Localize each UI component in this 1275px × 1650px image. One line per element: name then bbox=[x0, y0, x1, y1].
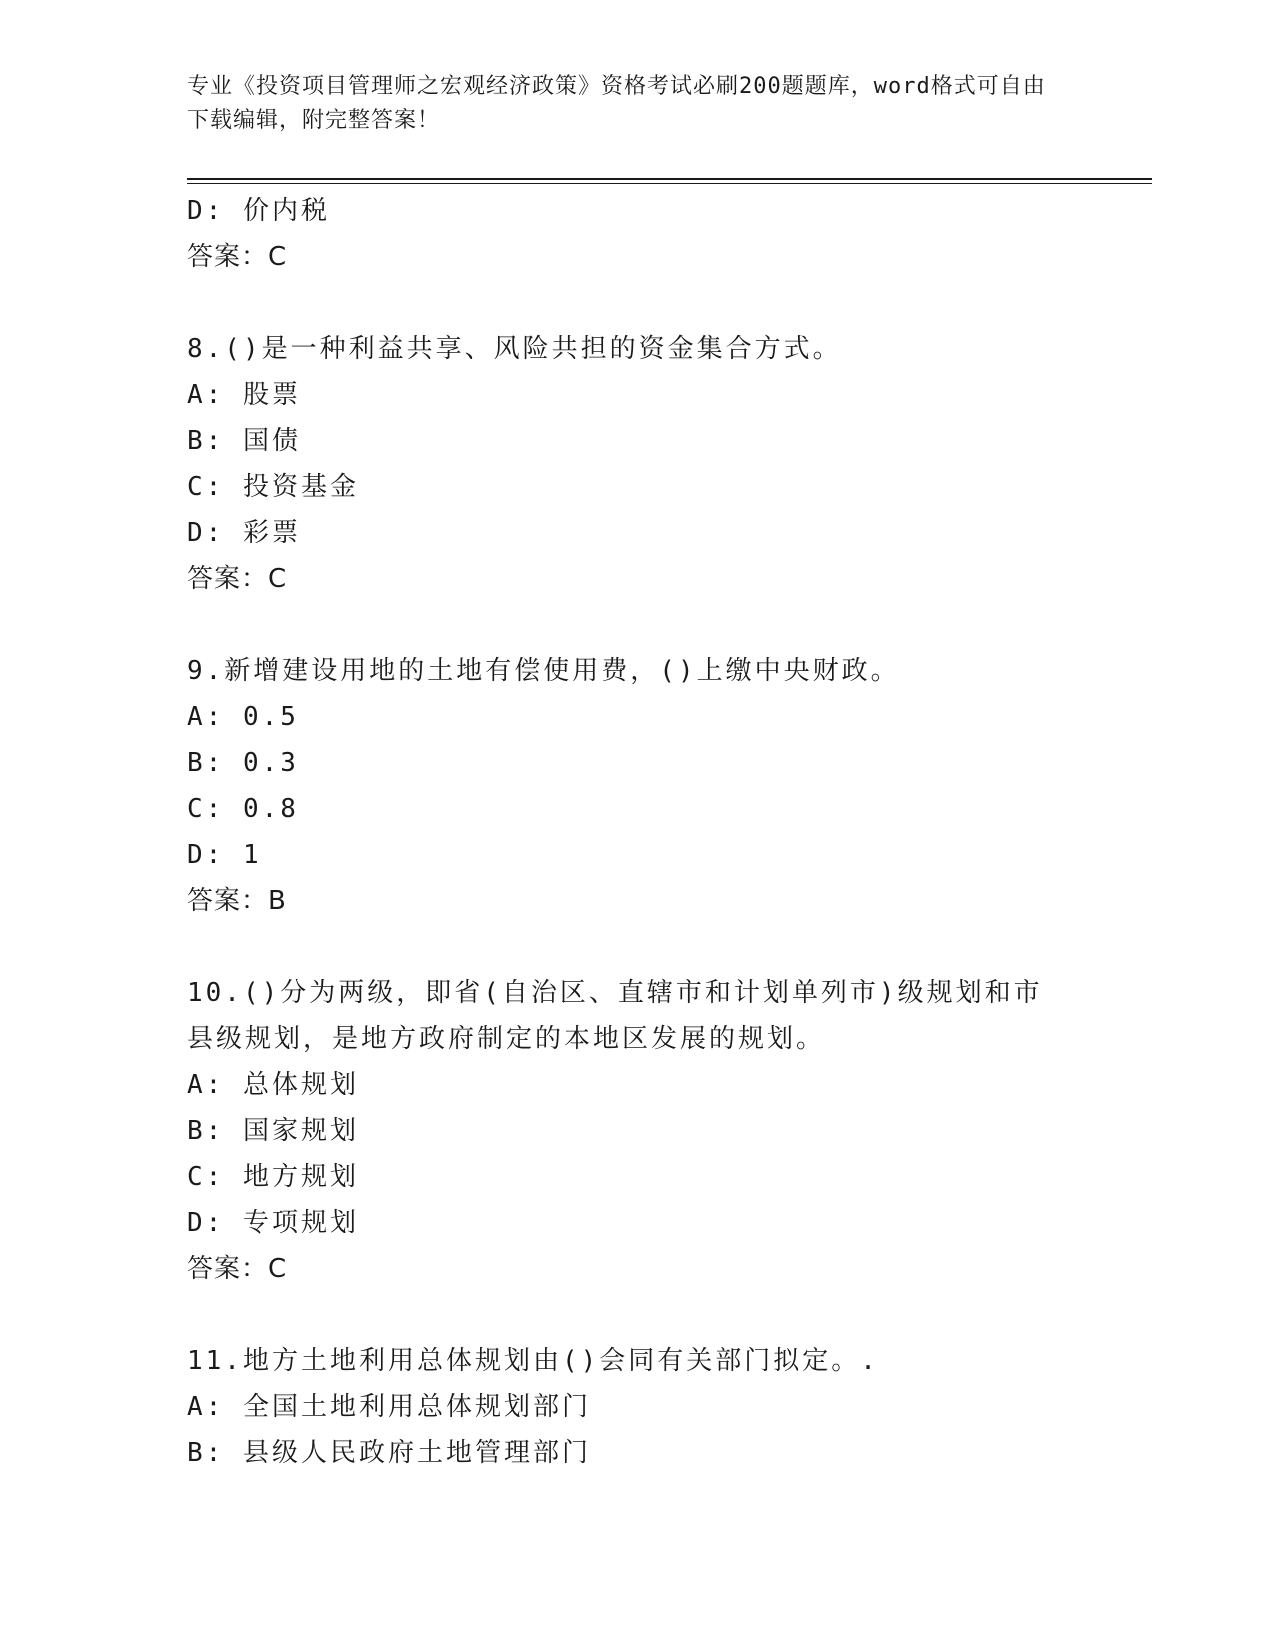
option-a: A: 0.5 bbox=[187, 702, 299, 732]
answer-line: 答案：C bbox=[187, 1254, 288, 1284]
header-title: 专业《投资项目管理师之宏观经济政策》资格考试必刷200题题库，word格式可自由下载编辑，附完整答案！ bbox=[187, 74, 1046, 133]
option-b: B: 国债 bbox=[187, 426, 301, 456]
question-9 bbox=[187, 648, 1067, 924]
option-a: A: 全国土地利用总体规划部门 bbox=[187, 1392, 591, 1422]
question-stem: 9.新增建设用地的土地有偿使用费，()上缴中央财政。 bbox=[187, 656, 900, 686]
answer-line: 答案：C bbox=[187, 564, 288, 594]
option-d: D: 专项规划 bbox=[187, 1208, 359, 1238]
spacer bbox=[187, 924, 1067, 970]
option-a: A: 总体规划 bbox=[187, 1070, 359, 1100]
header-divider-thin bbox=[187, 183, 1152, 184]
option-d: D: 价内税 bbox=[187, 196, 330, 226]
question-8 bbox=[187, 326, 1067, 602]
option-c: C: 地方规划 bbox=[187, 1162, 359, 1192]
option-b: B: 国家规划 bbox=[187, 1116, 359, 1146]
answer-line: 答案：C bbox=[187, 242, 288, 272]
question-11 bbox=[187, 1338, 1067, 1476]
question-stem: 10.()分为两级，即省(自治区、直辖市和计划单列市)级规划和市县级规划，是地方政府制定的本地区发展的规划。 bbox=[187, 978, 1043, 1054]
question-stem: 11.地方土地利用总体规划由()会同有关部门拟定。. bbox=[187, 1346, 879, 1376]
header-divider-thick bbox=[187, 178, 1152, 180]
answer-line: 答案：B bbox=[187, 886, 287, 916]
option-b: B: 县级人民政府土地管理部门 bbox=[187, 1438, 591, 1468]
option-d: D: 彩票 bbox=[187, 518, 301, 548]
option-c: C: 投资基金 bbox=[187, 472, 359, 502]
question-list bbox=[187, 188, 1067, 1476]
spacer bbox=[187, 280, 1067, 326]
question-10 bbox=[187, 970, 1067, 1292]
question-stem: 8.()是一种利益共享、风险共担的资金集合方式。 bbox=[187, 334, 842, 364]
option-d: D: 1 bbox=[187, 840, 262, 870]
spacer bbox=[187, 1292, 1067, 1338]
document-header bbox=[187, 70, 1067, 138]
option-c: C: 0.8 bbox=[187, 794, 299, 824]
spacer bbox=[187, 602, 1067, 648]
option-a: A: 股票 bbox=[187, 380, 301, 410]
option-b: B: 0.3 bbox=[187, 748, 299, 778]
